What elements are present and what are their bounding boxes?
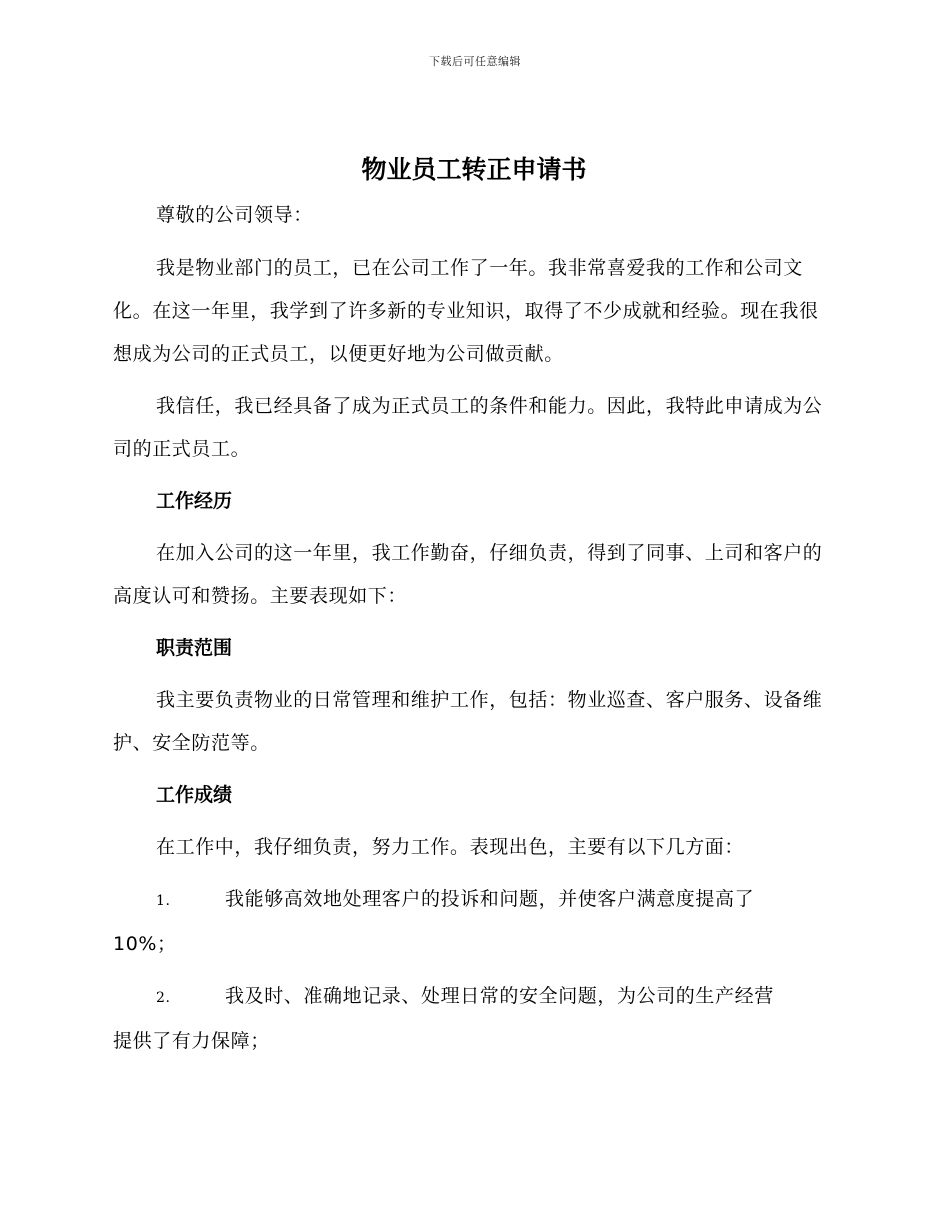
list-item-continuation: 10%； (113, 933, 177, 955)
intro-paragraph-1: 我是物业部门的员工，已在公司工作了一年。我非常喜爱我的工作和公司文化。在这一年里，我学到了许多新的专业知识，取得了不少成就和经验。现在我很想成为公司的正式员工，以便更好地为公司做贡献。 (113, 257, 819, 365)
list-item-continuation: 提供了有力保障； (113, 1030, 270, 1052)
list-item (113, 975, 835, 1063)
duties-paragraph: 我主要负责物业的日常管理和维护工作，包括：物业巡查、客户服务、设备维护、安全防范等。 (113, 689, 823, 754)
section-heading-achievements: 工作成绩 (156, 784, 233, 806)
document-title: 物业员工转正申请书 (361, 155, 587, 184)
document-body (113, 150, 835, 1072)
list-item-number: 1. (156, 893, 171, 909)
list-item-text: 我及时、准确地记录、处理日常的安全问题，为公司的生产经营 (225, 985, 774, 1007)
list-item-text: 我能够高效地处理客户的投诉和问题，并使客户满意度提高了 (225, 888, 755, 910)
header-note: 下载后可任意编辑 (429, 55, 521, 68)
intro-paragraph-2: 我信任，我已经具备了成为正式员工的条件和能力。因此，我特此申请成为公司的正式员工。 (113, 395, 823, 460)
section-heading-duties: 职责范围 (156, 637, 233, 659)
achievements-paragraph: 在工作中，我仔细负责，努力工作。表现出色，主要有以下几方面： (156, 836, 745, 858)
section-heading-experience: 工作经历 (156, 490, 233, 512)
list-item (113, 878, 835, 966)
list-item-line (113, 878, 835, 923)
experience-paragraph: 在加入公司的这一年里，我工作勤奋，仔细负责，得到了同事、上司和客户的高度认可和赞扬。主要表现如下： (113, 542, 823, 607)
list-item-line (113, 975, 835, 1020)
list-item-number: 2. (156, 990, 171, 1006)
salutation: 尊敬的公司领导： (156, 204, 313, 226)
